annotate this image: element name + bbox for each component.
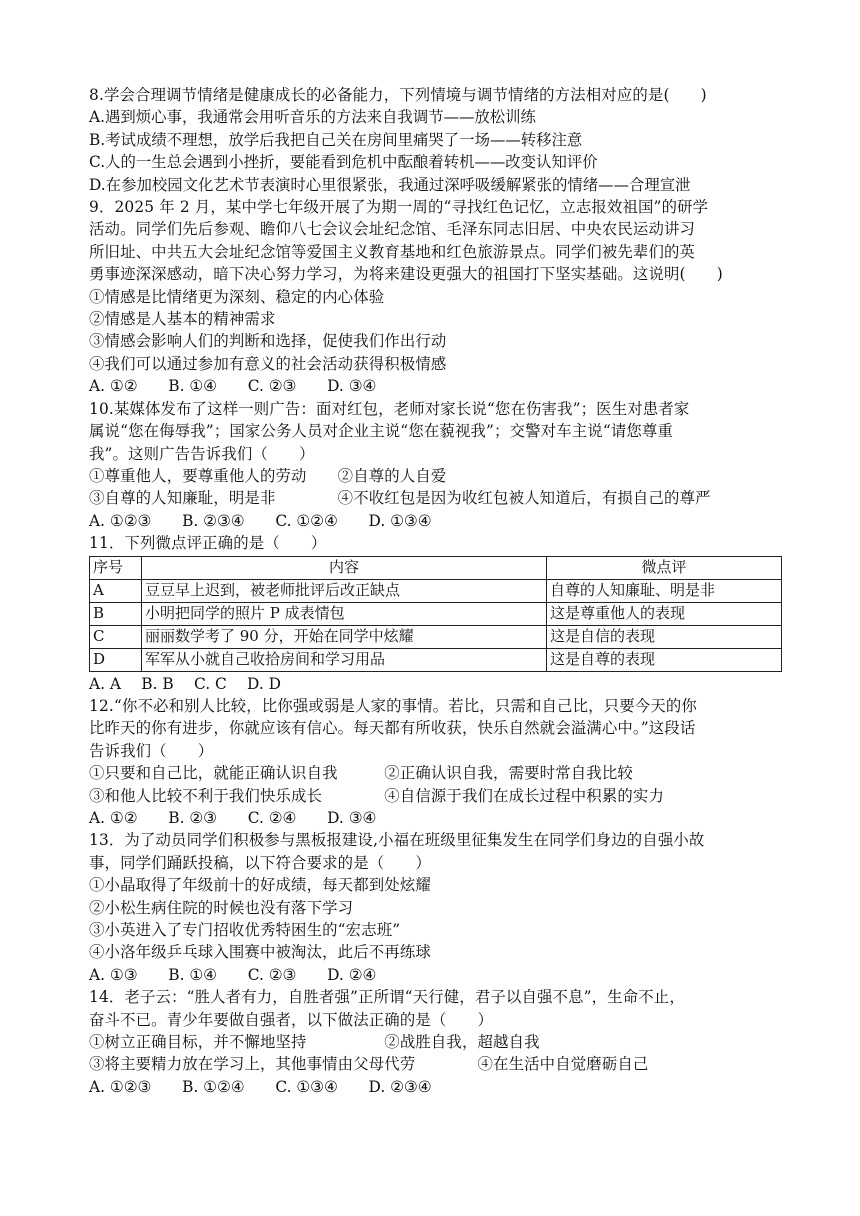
question-stem-line: 活动。同学们先后参观、瞻仰八七会议会址纪念馆、毛泽东同志旧居、中央农民运动讲习 xyxy=(89,220,696,239)
statement-item: ③小英进入了专门招收优秀特困生的“宏志班” xyxy=(89,921,401,939)
statement-item: ①情感是比情绪更为深刻、稳定的内心体验 xyxy=(89,287,385,306)
answer-options: A. ①② B. ①④ C. ②③ D. ③④ xyxy=(89,377,377,396)
answer-options: A. ①②③ B. ①②④ C. ①③④ D. ②③④ xyxy=(89,1077,432,1096)
answer-options: A. ①③ B. ①④ C. ②③ D. ②④ xyxy=(89,965,377,984)
row-number: B xyxy=(90,602,142,625)
question-stem: 8.学会合理调节情绪是健康成长的必备能力，下列情境与调节情绪的方法相对应的是( ) xyxy=(89,86,707,104)
row-number: C xyxy=(90,625,142,648)
row-number: A xyxy=(90,579,142,602)
question-8 xyxy=(89,84,781,196)
statement-items-row: ①尊重他人，要尊重他人的劳动 ②自尊的人自爱 xyxy=(89,466,447,485)
statement-item: ②小松生病住院的时候也没有落下学习 xyxy=(89,898,354,917)
statement-items-row: ①只要和自己比，就能正确认识自我 ②正确认识自我，需要时常自我比较 xyxy=(89,764,633,783)
table-row xyxy=(90,625,782,648)
table-row xyxy=(90,579,782,602)
option-d: D.在参加校园文化艺术节表演时心里很紧张，我通过深呼吸缓解紧张的情绪——合理宣泄 xyxy=(89,175,691,194)
question-9 xyxy=(89,196,781,398)
row-number: D xyxy=(90,648,142,671)
question-stem-line: 14．老子云：“胜人者有力，自胜者强”正所谓“天行健，君子以自强不息”，生命不止， xyxy=(89,988,685,1007)
row-comment: 这是自尊的表现 xyxy=(547,648,782,671)
row-content: 军军从小就自己收拾房间和学习用品 xyxy=(142,648,547,671)
row-content: 小明把同学的照片 P 成表情包 xyxy=(142,602,547,625)
statement-item: ④小洛年级乒乓球入围赛中被淘汰，此后不再练球 xyxy=(89,943,431,962)
option-c: C.人的一生总会遇到小挫折，要能看到危机中酝酿着转机——改变认知评价 xyxy=(89,153,598,172)
statement-items-row: ③自尊的人知廉耻，明是非 ④不收红包是因为收红包被人知道后，有损自己的尊严 xyxy=(89,489,711,508)
answer-options: A. ①②③ B. ②③④ C. ①②④ D. ①③④ xyxy=(89,511,432,530)
table-header-row xyxy=(90,556,782,579)
row-comment: 这是自信的表现 xyxy=(547,625,782,648)
table-row xyxy=(90,648,782,671)
option-b: B.考试成绩不理想，放学后我把自己关在房间里痛哭了一场——转移注意 xyxy=(89,130,583,149)
question-14 xyxy=(89,986,781,1098)
statement-items-row: ③将主要精力放在学习上，其他事情由父母代劳 ④在生活中自觉磨砺自己 xyxy=(89,1055,649,1074)
question-stem-line: 事，同学们踊跃投稿，以下符合要求的是（ ） xyxy=(89,853,431,872)
question-stem-line: 9．2025 年 2 月，某中学七年级开展了为期一周的“寻找红色记忆，立志报效祖国”的研学 xyxy=(89,198,709,217)
header-number: 序号 xyxy=(90,556,142,579)
header-content: 内容 xyxy=(142,556,547,579)
row-content: 丽丽数学考了 90 分，开始在同学中炫耀 xyxy=(142,625,547,648)
exam-page xyxy=(89,84,781,1098)
question-13 xyxy=(89,829,781,986)
question-stem-line: 奋斗不已。青少年要做自强者，以下做法正确的是（ ） xyxy=(89,1010,494,1029)
micro-comment-table xyxy=(89,556,782,672)
question-10 xyxy=(89,398,781,532)
answer-options: A. A B. B C. C D. D xyxy=(89,674,281,693)
question-stem-line: 12.“你不必和别人比较，比你强或弱是人家的事情。若比，只需和自己比，只要今天的你 xyxy=(89,696,697,715)
table-row xyxy=(90,602,782,625)
question-stem: 11．下列微点评正确的是（ ） xyxy=(89,534,327,553)
question-stem-line: 所旧址、中共五大会址纪念馆等爱国主义教育基地和红色旅游景点。同学们被先辈们的英 xyxy=(89,242,696,261)
question-stem-line: 比昨天的你有进步，你就应该有信心。每天都有所收获，快乐自然就会溢满心中。”这段话 xyxy=(89,719,696,738)
question-stem-line: 13．为了动员同学们积极参与黑板报建设,小福在班级里征集发生在同学们身边的自强小故 xyxy=(89,831,705,850)
statement-items-row: ③和他人比较不利于我们快乐成长 ④自信源于我们在成长过程中积累的实力 xyxy=(89,786,665,805)
question-12 xyxy=(89,695,781,829)
row-content: 豆豆早上迟到，被老师批评后改正缺点 xyxy=(142,579,547,602)
statement-item: ④我们可以通过参加有意义的社会活动获得积极情感 xyxy=(89,354,447,373)
question-stem-line: 我”。这则广告告诉我们（ ） xyxy=(89,444,315,463)
statement-item: ②情感是人基本的精神需求 xyxy=(89,310,276,329)
statement-item: ③情感会影响人们的判断和选择，促使我们作出行动 xyxy=(89,332,447,351)
header-comment: 微点评 xyxy=(547,556,782,579)
row-comment: 这是尊重他人的表现 xyxy=(547,602,782,625)
answer-options: A. ①② B. ②③ C. ②④ D. ③④ xyxy=(89,808,377,827)
question-stem-line: 属说“您在侮辱我”；国家公务人员对企业主说“您在藐视我”；交警对车主说“请您尊重 xyxy=(89,422,674,441)
question-11 xyxy=(89,532,781,695)
statement-item: ①小晶取得了年级前十的好成绩，每天都到处炫耀 xyxy=(89,876,431,895)
row-comment: 自尊的人知廉耻、明是非 xyxy=(547,579,782,602)
option-a: A.遇到烦心事，我通常会用听音乐的方法来自我调节——放松训练 xyxy=(89,108,536,127)
question-stem-line: 勇事迹深深感动，暗下决心努力学习，为将来建设更强大的祖国打下坚实基础。这说明( ) xyxy=(89,265,723,284)
statement-items-row: ①树立正确目标，并不懈地坚持 ②战胜自我，超越自我 xyxy=(89,1033,540,1052)
question-stem-line: 10.某媒体发布了这样一则广告：面对红包，老师对家长说“您在伤害我”；医生对患者家 xyxy=(89,399,690,418)
question-stem-line: 告诉我们（ ） xyxy=(89,741,214,760)
